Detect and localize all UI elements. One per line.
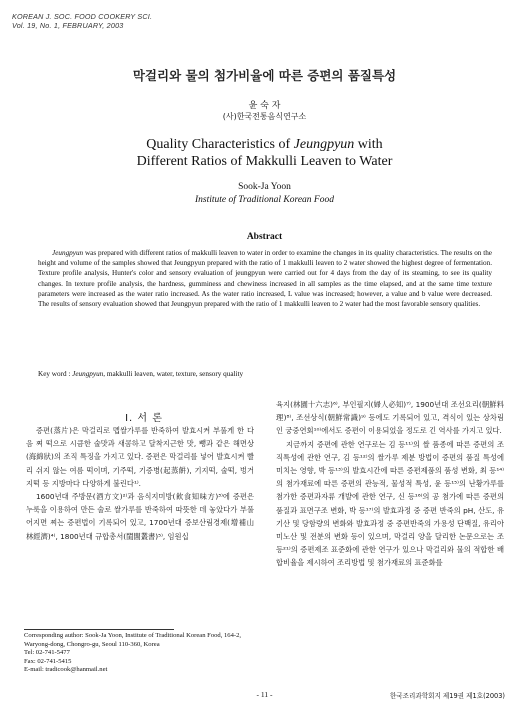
keywords: Key word : Jeungpyun, makkulli leaven, water, texture, sensory quality: [38, 370, 244, 378]
correspondence-email: E-mail: tradicook@hanmail.net: [24, 666, 108, 674]
correspondence-footnote: [24, 632, 254, 675]
english-author: Sook-Ja Yoon: [238, 182, 291, 192]
right-paragraph: 육지(林園十六志)⁶⁾, 부인필지(婦人必知)⁷⁾, 1900년대 조선요리(朝鮮料理)⁸⁾, 조선상식(朝鮮常識)⁹⁾ 등에도 기록되어 있고, 격식이 있는 상차림인 궁중연회¹⁰⁾에서도 증편이 이용되었을 정도로 긴 역사를 가지고 있다.: [276, 400, 504, 436]
correspondence-tel: Tel: 02-741-5477: [24, 649, 70, 657]
abstract-heading: Abstract: [246, 232, 283, 242]
journal-volume: Vol. 19, No. 1, FEBRUARY, 2003: [12, 21, 124, 30]
left-paragraph: 증편(蒸片)은 막걸리로 멥쌀가루를 반죽하여 발효시켜 부풀게 한 다음 쪄 떡으로 시큼한 술맛과 새콤하고 달착지근한 맛, 뺑과 같은 해면상(海綿狀)의 조직 특징을 가지고 있다. 증편은 막걸리를 넣어 발효시켜 빨리 쉬지 않는 여름 떡이며, 기주떡, 기증병(起蒸餠), 기지떡, 술떡, 벙거지떡 등 지방마다 다양하게 불린다¹⁾.: [26, 426, 254, 488]
journal-name: KOREAN J. SOC. FOOD COOKERY SCI.: [12, 12, 153, 21]
korean-author: 윤 숙 자: [248, 101, 281, 111]
english-affiliation: Institute of Traditional Korean Food: [195, 195, 334, 205]
correspondence-author: Corresponding author: Sook-Ja Yoon, Institute of Traditional Korean Food, 164-2, Waryong-dong, Chongro-gu, Seoul 110-360, Korea: [24, 632, 242, 648]
page-number: - 11 -: [256, 690, 273, 699]
correspondence-fax: Fax: 02-741-5415: [24, 657, 72, 665]
english-title: [0, 136, 529, 170]
abstract-body: [38, 248, 492, 309]
abstract-text: was prepared with different ratios of makkulli leaven to water in order to examine the changes in its quality characteristics. The results on the height and volume of the samples showed that Jeungpyun prepared with the ratio of 1 makkulli leaven to 2 water showed the highest degree of fermentation. Texture profile analysis, Hunter's color and sensory evaluation of jeungpyun were carried out for 4 days from the day of its steaming, to see its quality changes. In texture profile analysis, the hardness, gumminess and chewiness increased in all samples as the time elapsed, and at the same time texture parameters were increased as the water ratio increased. As the water ratio increased, L value was increased; however, a value and b value were decreased. The results of sensory evaluation showed that Jeungpyun prepared with the ratio of 1 makkulli leaven to 2 water had the most favorable sensory qualities.: [38, 249, 492, 309]
footer-journal: 한국조리과학회지 제19권 제1호(2003): [389, 692, 505, 700]
english-title-line2: Different Ratios of Makkulli Leaven to Water: [136, 154, 393, 169]
right-paragraph: 지금까지 증편에 관한 연구로는 김 등¹¹⁾의 쌀 품종에 따른 증편의 조직특성에 관한 연구, 김 등¹²⁾의 쌀가루 제분 방법이 증편의 품질 특성에 미치는 영향, 박 등¹³⁾의 발효시간에 따른 증편제품의 품성 변화, 최 등¹⁴⁾의 첨가재료에 따른 증편의 관능적, 물성적 특성, 윤 등¹⁵⁾의 난황가루를 첨가한 증편과자류 개발에 관한 연구, 신 등¹⁶⁾의 공 첨가에 따른 증편의 품질과 표면구조 변화, 박 등¹⁷⁾의 발효과정 중 증편 반죽의 pH, 산도, 유기산 및 당함량의 변화와 발효과정 중 증편반죽의 가용성 단백질, 유리아미노산 및 전분의 변화 등이 있으며, 막걸리 양을 달리한 논문으로는 조 등²¹⁾의 증편제조 표준화에 관한 연구가 있으나 막걸리와 물의 적합한 배합비율을 제시하여 조리방법 및 첨가재료의 표준화를: [276, 439, 504, 568]
english-title-line1: Quality Characteristics of Jeungpyun with: [146, 137, 383, 152]
left-paragraph: 1600년대 주방문(酒方文)²⁾과 음식지미방(飮食知味方)³⁾에 증편은 누룩을 이용하여 만든 술로 쌀가루를 반죽하여 따뜻한 데 놓았다가 부풀어지면 찌는 증편법이 기록되어 있고, 1700년대 증보산림경제(增補山林經濟)⁴⁾, 1800년대 규합총서(閨閤叢書)⁵⁾, 임원십: [26, 492, 254, 541]
abstract-start-term: Jeungpyun: [52, 249, 84, 257]
section-heading-introduction: I. 서 론: [125, 413, 163, 424]
korean-title: 막걸리와 물의 첨가비율에 따른 증편의 품질특성: [132, 68, 397, 83]
journal-header: [12, 12, 152, 30]
left-column: [26, 424, 254, 543]
footnote-divider: [24, 629, 174, 630]
right-column: [276, 398, 504, 570]
korean-affiliation: (사)한국전통음식연구소: [222, 112, 307, 121]
